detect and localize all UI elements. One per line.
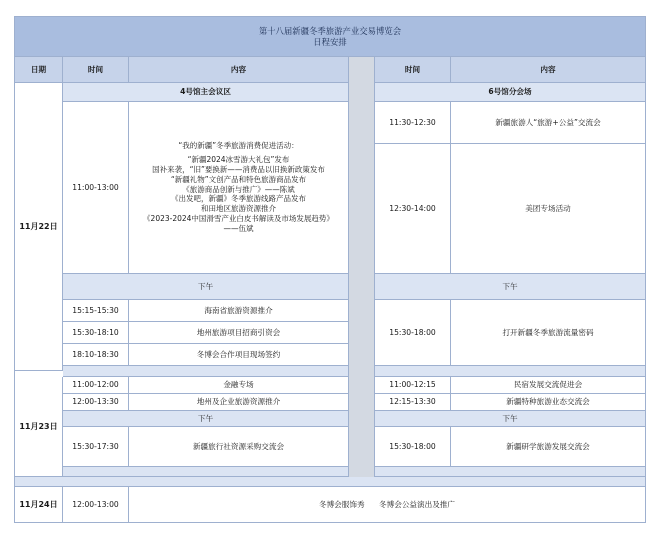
page-title: 第十八届新疆冬季旅游产业交易博览会 — [258, 26, 402, 36]
event-line: “新疆2024冰雪游大礼包”发布 — [187, 154, 290, 164]
afternoon-label-right: 下午 — [375, 274, 646, 300]
event-cell: 地州及企业旅游资源推介 — [129, 394, 349, 411]
col-header-date: 日期 — [15, 57, 63, 83]
date-cell-day3: 11月24日 — [15, 487, 63, 523]
main-event-content — [129, 102, 349, 274]
time-cell: 18:10-18:30 — [63, 344, 129, 366]
time-cell: 15:30-17:30 — [63, 427, 129, 467]
time-cell: 11:30-12:30 — [375, 102, 451, 144]
time-cell: 11:00-13:00 — [63, 102, 129, 274]
event-cell: 地州旅游项目招商引资会 — [129, 322, 349, 344]
schedule-table — [14, 16, 646, 523]
event-line: 《2023-2024中国滑雪产业白皮书解读及市场发展趋势》 — [143, 214, 334, 224]
col-header-time-right: 时间 — [375, 57, 451, 83]
spacer-row — [375, 366, 646, 377]
event-cell: 民宿发展交流促进会 — [451, 377, 646, 394]
event-line: 《旅游商品创新与推广》——陈斌 — [182, 184, 295, 194]
event-line: 《出发吧，新疆》冬季旅游线路产品发布 — [171, 194, 306, 204]
time-cell: 12:00-13:30 — [63, 394, 129, 411]
time-cell: 12:30-14:00 — [375, 144, 451, 274]
event-cell: 新疆研学旅游发展交流会 — [451, 427, 646, 467]
time-cell: 15:15-15:30 — [63, 300, 129, 322]
spacer-row — [15, 477, 646, 487]
event-cell: 新疆旅行社资源采购交流会 — [129, 427, 349, 467]
venue-right: 6号馆分会场 — [375, 83, 646, 102]
afternoon-label-right: 下午 — [375, 411, 646, 427]
event-line: “我的新疆”冬季旅游消费促进活动： — [178, 140, 299, 150]
page-subtitle: 日程安排 — [313, 36, 347, 47]
event-cell: 冬博会合作项目现场签约 — [129, 344, 349, 366]
column-divider — [349, 57, 375, 487]
event-cell: 新疆特种旅游业态交流会 — [451, 394, 646, 411]
event-line: 和田地区旅游资源推介 — [201, 204, 276, 214]
afternoon-label-left: 下午 — [63, 274, 349, 300]
event-cell: 冬博会服饰秀 冬博会公益演出及推广 — [129, 487, 646, 523]
col-header-time-left: 时间 — [63, 57, 129, 83]
time-cell: 15:30-18:00 — [375, 300, 451, 366]
event-line: 国补来袭，“旧”要换新——消费品以旧换新政策发布 — [152, 164, 325, 174]
event-cell: 新疆旅游人“旅游+公益”交流会 — [451, 102, 646, 144]
time-cell: 15:30-18:10 — [63, 322, 129, 344]
event-cell: 打开新疆冬季旅游流量密码 — [451, 300, 646, 366]
event-cell: 美团专场活动 — [451, 144, 646, 274]
date-cell-day1: 11月22日 — [15, 83, 63, 371]
event-cell: 海南省旅游资源推介 — [129, 300, 349, 322]
spacer-row — [375, 467, 646, 477]
event-cell: 金融专场 — [129, 377, 349, 394]
venue-left: 4号馆主会议区 — [63, 83, 349, 102]
time-cell: 11:00-12:00 — [63, 377, 129, 394]
afternoon-label-left: 下午 — [63, 411, 349, 427]
spacer-row — [63, 467, 349, 477]
table-header — [15, 17, 646, 57]
event-line: “新疆礼物”文创产品和特色旅游商品发布 — [170, 174, 307, 184]
time-cell: 12:00-13:00 — [63, 487, 129, 523]
spacer-row — [63, 366, 349, 377]
event-line: ——伍斌 — [223, 224, 254, 234]
time-cell: 11:00-12:15 — [375, 377, 451, 394]
time-cell: 12:15-13:30 — [375, 394, 451, 411]
col-header-content-right: 内容 — [451, 57, 646, 83]
time-cell: 15:30-18:00 — [375, 427, 451, 467]
col-header-content-left: 内容 — [129, 57, 349, 83]
date-cell-day2: 11月23日 — [15, 377, 63, 477]
